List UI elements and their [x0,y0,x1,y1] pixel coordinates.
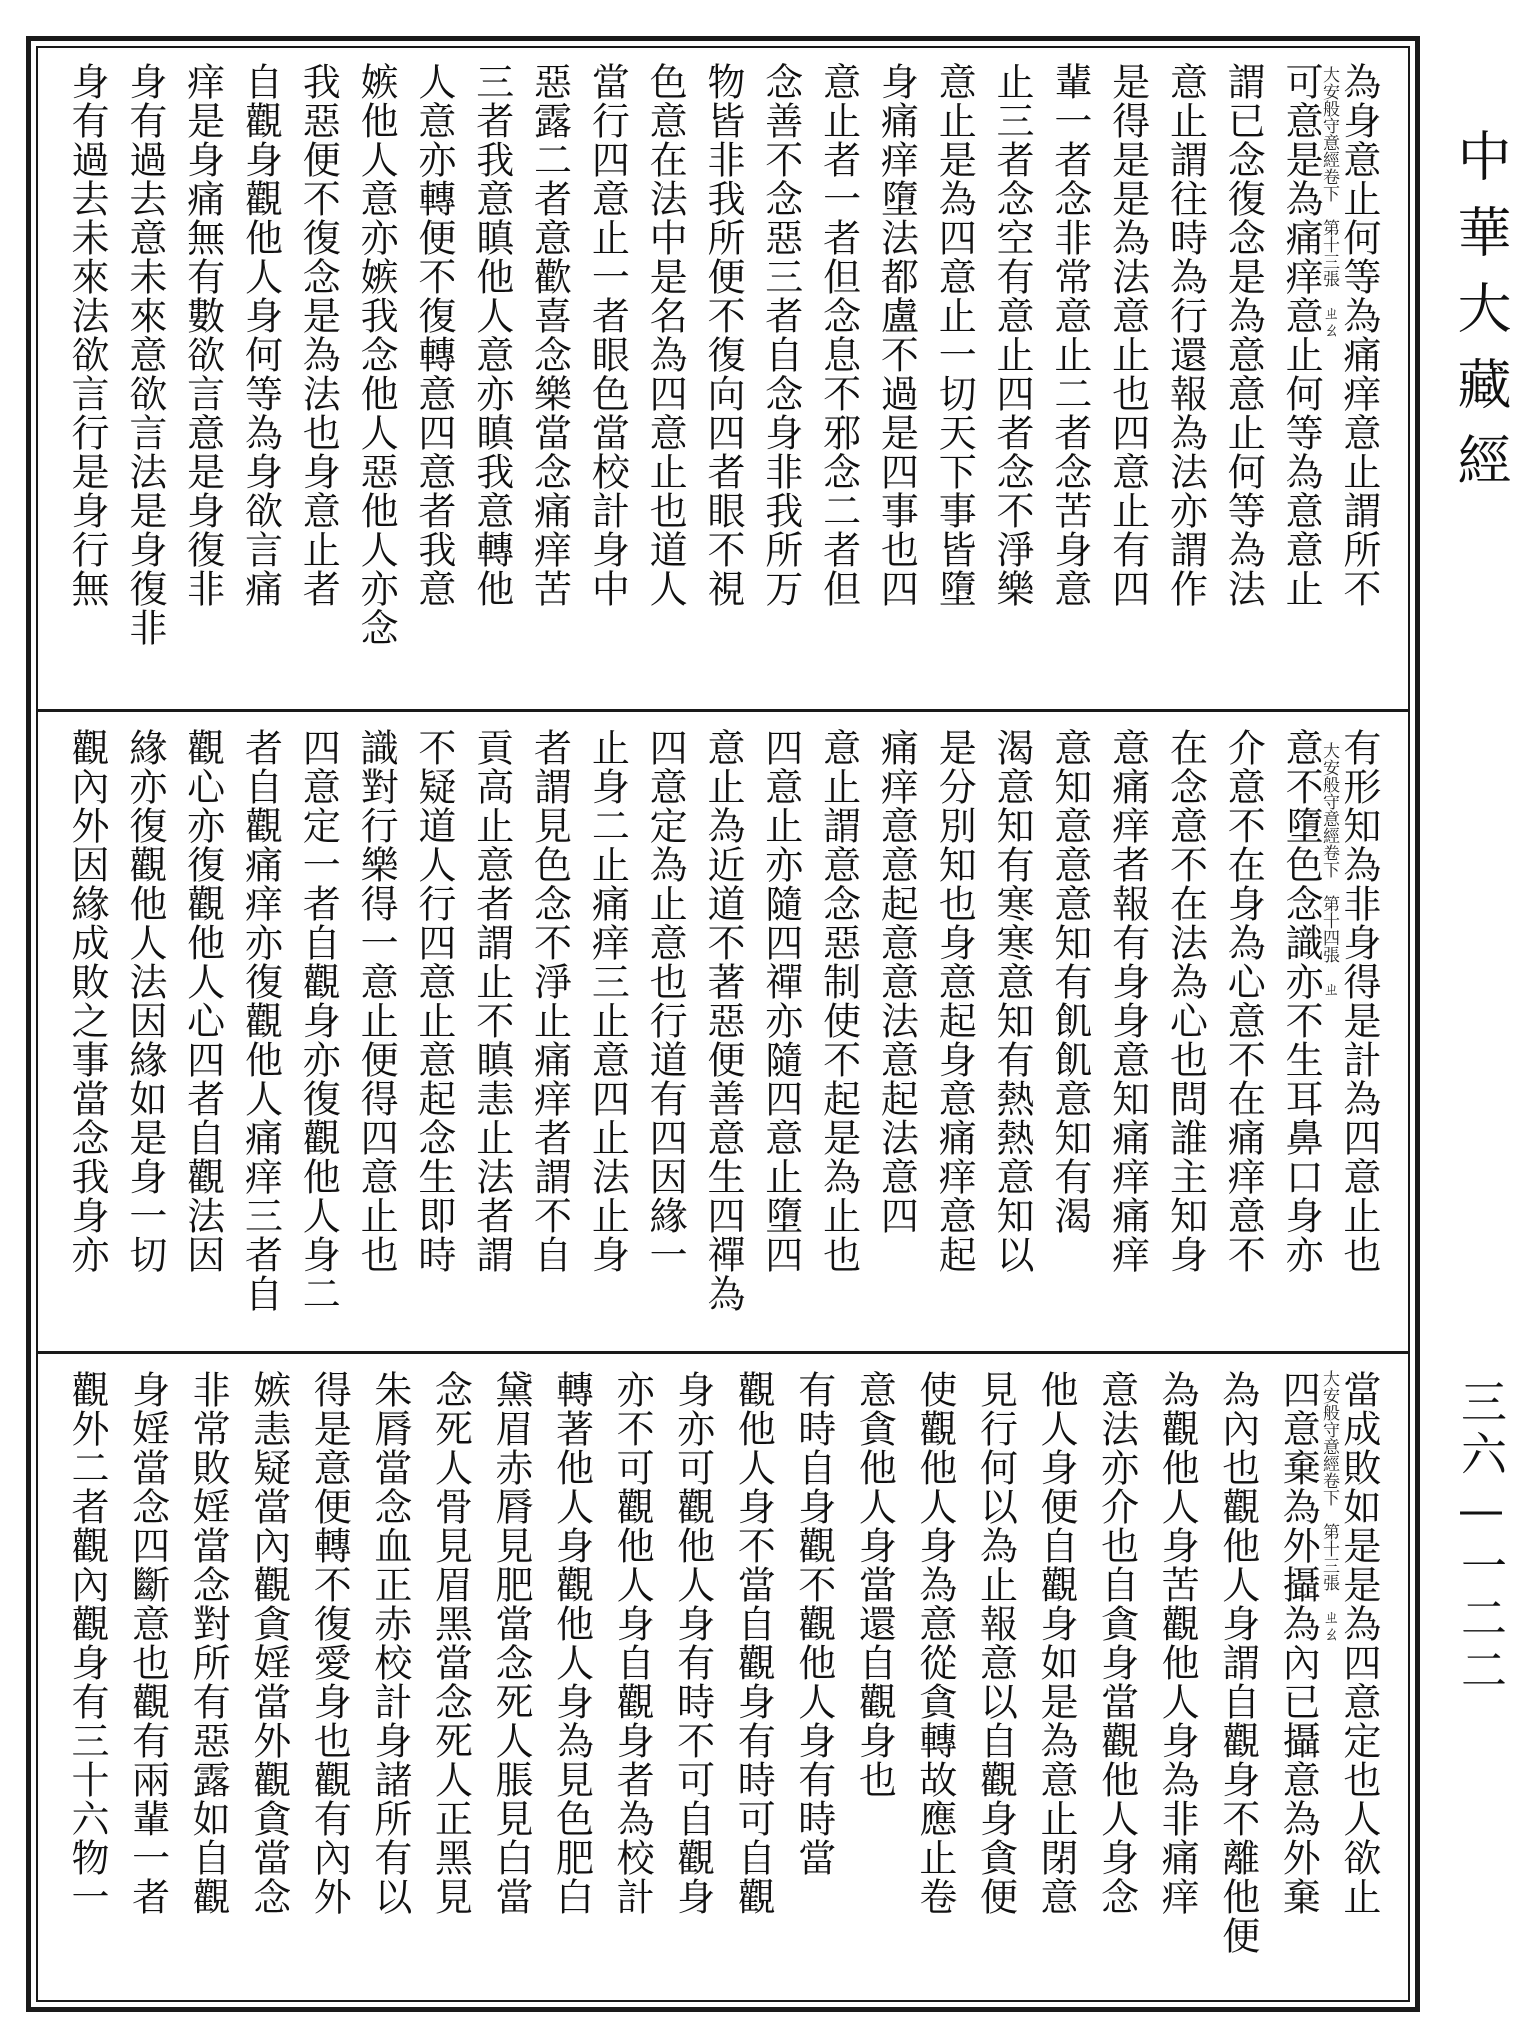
text-column: 色意在法中是名為四意止也道人 [643,62,688,608]
text-column: 緣亦復觀他人法因緣如是身一切 [122,728,167,1274]
text-column: 是得是是為法意止也四意止有四 [1105,62,1150,608]
text-panel-bottom [38,1356,1408,2000]
text-column: 黛眉赤脣見肥當念死人脹見白當 [488,1370,533,1916]
text-column: 自觀身觀他人身何等為身欲言痛 [238,62,283,608]
text-column: 觀內外因緣成敗之事當念我身亦 [65,728,109,1274]
text-column: 意止為近道不著惡便善意生四禪為 [700,728,745,1313]
text-column: 觀外二者觀內觀身有三十六物一 [65,1370,109,1916]
text-column: 四意定為止意也行道有四因緣一 [643,728,688,1274]
text-column: 使觀他人身為意從貪轉故應止卷 [912,1370,957,1916]
text-column: 有時自身觀不觀他人身有時當 [791,1370,836,1877]
text-column: 觀他人身不當自觀身有時可自觀 [731,1370,776,1916]
text-column: 嫉恚疑當內觀貪婬當外觀貪當念 [246,1370,291,1916]
text-column: 觀心亦復觀他人心四者自觀法因 [180,728,225,1274]
text-column: 人意亦轉便不復轉意四意者我意 [411,62,456,608]
text-column: 物皆非我所便不復向四者眼不視 [700,62,745,608]
text-column: 身有過去意未來意欲言法是身復非 [122,62,167,647]
text-column: 念死人骨見眉黑當念死人正黑見 [428,1370,473,1916]
text-column: 為觀他人身苦觀他人身為非痛痒 [1155,1370,1200,1916]
text-column: 意止謂往時為行還報為法亦謂作 [1163,62,1208,608]
text-column: 痒是身痛無有數欲言意是身復非 [180,62,225,608]
text-column: 得是意便轉不復愛身也觀有內外 [307,1370,352,1916]
text-column: 三者我意瞋他人意亦瞋我意轉他 [469,62,514,608]
text-column: 謂已念復念是為意意止何等為法 [1221,62,1266,608]
text-column: 者謂見色念不淨止痛痒者謂不自 [527,728,572,1274]
column-group [66,728,1380,1340]
text-column: 意貪他人身當還自觀身也 [852,1370,897,1799]
text-column: 意知意意意知有飢飢意知有渴 [1047,728,1092,1235]
text-column: 不疑道人行四意止意起念生即時 [411,728,456,1274]
text-column: 當成敗如是是為四意定也人欲止 [1336,1370,1381,1916]
text-panel-middle [38,714,1408,1350]
text-column: 意痛痒者報有身身意知痛痒痛痒 [1105,728,1150,1274]
text-column: 渴意知有寒寒意知有熱熱意知以 [990,728,1034,1274]
text-column: 四意棄為外攝為內已攝意為外棄 [1276,1370,1321,1916]
text-column: 四意止亦隨四禪亦隨四意止墮四 [758,728,803,1274]
text-column: 者自觀痛痒亦復觀他人痛痒三者自 [238,728,283,1313]
text-column: 當行四意止一者眼色當校計身中 [585,62,630,608]
text-column: 轉著他人身觀他人身為見色肥白 [549,1370,594,1916]
text-column: 可意是為痛痒意止何等為意意止 [1279,62,1324,608]
text-column: 意法亦介也自貪身當觀他人身念 [1094,1370,1139,1916]
text-column: 輩一者念非常意止二者念苦身意 [1047,62,1092,608]
text-column: 嫉他人意亦嫉我念他人惡他人亦念 [354,62,399,647]
text-column: 念善不念惡三者自念身非我所万 [758,62,803,608]
text-column: 痛痒意意起意意法意起法意四 [874,728,919,1235]
text-column: 介意不在身為心意不在痛痒意不 [1221,728,1266,1274]
text-column: 身痛痒墮法都盧不過是四事也四 [874,62,919,608]
text-column: 意不墮色念識亦不生耳鼻口身亦 [1279,728,1324,1274]
text-column: 我惡便不復念是為法也身意止者 [296,62,341,608]
text-column: 意止謂意念惡制使不起是為止也 [816,728,861,1274]
panel-divider [36,1351,1410,1354]
text-column: 身婬當念四斷意也觀有兩輩一者 [125,1370,170,1916]
text-column: 有形知為非身得是計為四意止也 [1336,728,1381,1274]
text-panel-top [38,48,1408,708]
text-column: 見行何以為止報意以自觀身貪便 [973,1370,1018,1916]
text-column: 惡露二者意歡喜念樂當念痛痒苦 [527,62,572,608]
text-column: 身有過去未來法欲言行是身行無 [65,62,109,608]
text-column: 識對行樂得一意止便得四意止也 [354,728,399,1274]
column-group [66,1370,1380,1990]
text-column: 身亦可觀他人身有時不可自觀身 [670,1370,715,1916]
text-column: 為身意止何等為痛痒意止謂所不 [1336,62,1381,608]
text-column: 在念意不在法為心也問誰主知身 [1163,728,1208,1274]
collection-title: 中華大藏經 [1449,128,1512,508]
column-group [66,62,1380,698]
text-column: 貢高止意者謂止不瞋恚止法者謂 [469,728,514,1274]
text-column: 是分別知也身意起身意痛痒意起 [932,728,977,1274]
panel-header-note: 大安般守意經卷下 第十三張 ㄓㄠ [1319,1370,1339,1642]
text-column: 朱脣當念血正赤校計身諸所有以 [367,1370,412,1916]
text-column: 止三者念空有意止四者念不淨樂 [990,62,1034,608]
panel-divider [36,709,1410,712]
page-number: 三六—一二二 [1454,1378,1508,1698]
text-column: 四意定一者自觀身亦復觀他人身二 [296,728,341,1313]
panel-header-note: 大安般守意經卷下 第十三張 ㄓㄠ [1319,66,1339,338]
text-column: 意止是為四意止一切天下事皆墮 [932,62,977,608]
text-column: 意止者一者但念息不邪念二者但 [816,62,861,608]
text-column: 亦不可觀他人身自觀身者為校計 [610,1370,655,1916]
panel-header-note: 大安般守意經卷下 第十四張 ㄓ [1319,742,1339,997]
text-column: 非常敗婬當念對所有惡露如自觀 [186,1370,231,1916]
text-column: 為內也觀他人身謂自觀身不離他便 [1215,1370,1260,1955]
text-column: 他人身便自觀身如是為意止閉意 [1034,1370,1078,1916]
text-column: 止身二止痛痒三止意四止法止身 [585,728,630,1274]
